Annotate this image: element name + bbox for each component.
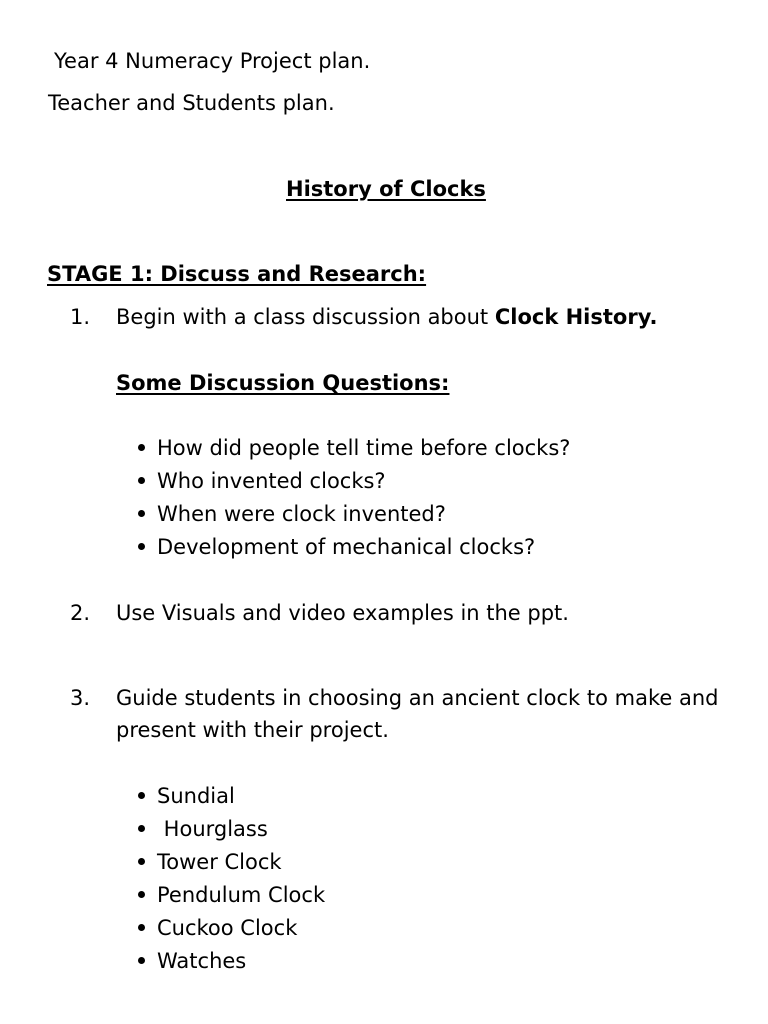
list-item — [138, 468, 386, 494]
clock-option-text: Watches — [157, 949, 247, 973]
header-line-2: Teacher and Students plan. — [48, 91, 335, 115]
clock-option-text: Pendulum Clock — [157, 883, 326, 907]
step-2-number: 2. — [70, 601, 91, 625]
bullet-icon — [138, 510, 145, 517]
clock-option-text: Tower Clock — [157, 850, 282, 874]
bullet-icon — [138, 444, 145, 451]
list-item — [138, 849, 282, 875]
list-item — [138, 915, 297, 941]
clock-option-text: Cuckoo Clock — [157, 916, 298, 940]
list-item — [138, 882, 325, 908]
bullet-icon — [138, 957, 145, 964]
step-1-text-end: . — [649, 305, 658, 329]
list-item — [138, 948, 246, 974]
bullet-icon — [138, 477, 145, 484]
step-1-text — [116, 304, 657, 330]
bullet-icon — [138, 891, 145, 898]
clock-option-text: Hourglass — [157, 817, 268, 841]
step-3-text-line-2: present with their project. — [116, 718, 389, 742]
bullet-icon — [138, 543, 145, 550]
discussion-heading: Some Discussion Questions: — [116, 371, 450, 395]
bullet-icon — [138, 924, 145, 931]
stage-heading: STAGE 1: Discuss and Research: — [47, 262, 427, 286]
clock-option-text: Sundial — [157, 784, 235, 808]
bullet-icon — [138, 825, 145, 832]
question-text: Who invented clocks? — [157, 469, 386, 493]
list-item — [138, 501, 446, 527]
list-item — [138, 534, 535, 560]
step-2-text: Use Visuals and video examples in the ppt. — [116, 601, 569, 625]
list-item — [138, 816, 268, 842]
list-item — [138, 783, 235, 809]
list-item — [138, 435, 570, 461]
step-1-text-bold: Clock History — [494, 305, 650, 329]
question-text: When were clock invented? — [157, 502, 446, 526]
bullet-icon — [138, 792, 145, 799]
step-3-number: 3. — [70, 686, 91, 710]
step-1-number: 1. — [70, 305, 91, 329]
document-title: History of Clocks — [286, 177, 486, 201]
bullet-icon — [138, 858, 145, 865]
step-3-text-line-1: Guide students in choosing an ancient clock to make and — [116, 686, 719, 710]
header-line-1: Year 4 Numeracy Project plan. — [54, 49, 371, 73]
question-text: How did people tell time before clocks? — [157, 436, 571, 460]
step-1-text-plain: Begin with a class discussion about — [116, 305, 495, 329]
question-text: Development of mechanical clocks? — [157, 535, 536, 559]
